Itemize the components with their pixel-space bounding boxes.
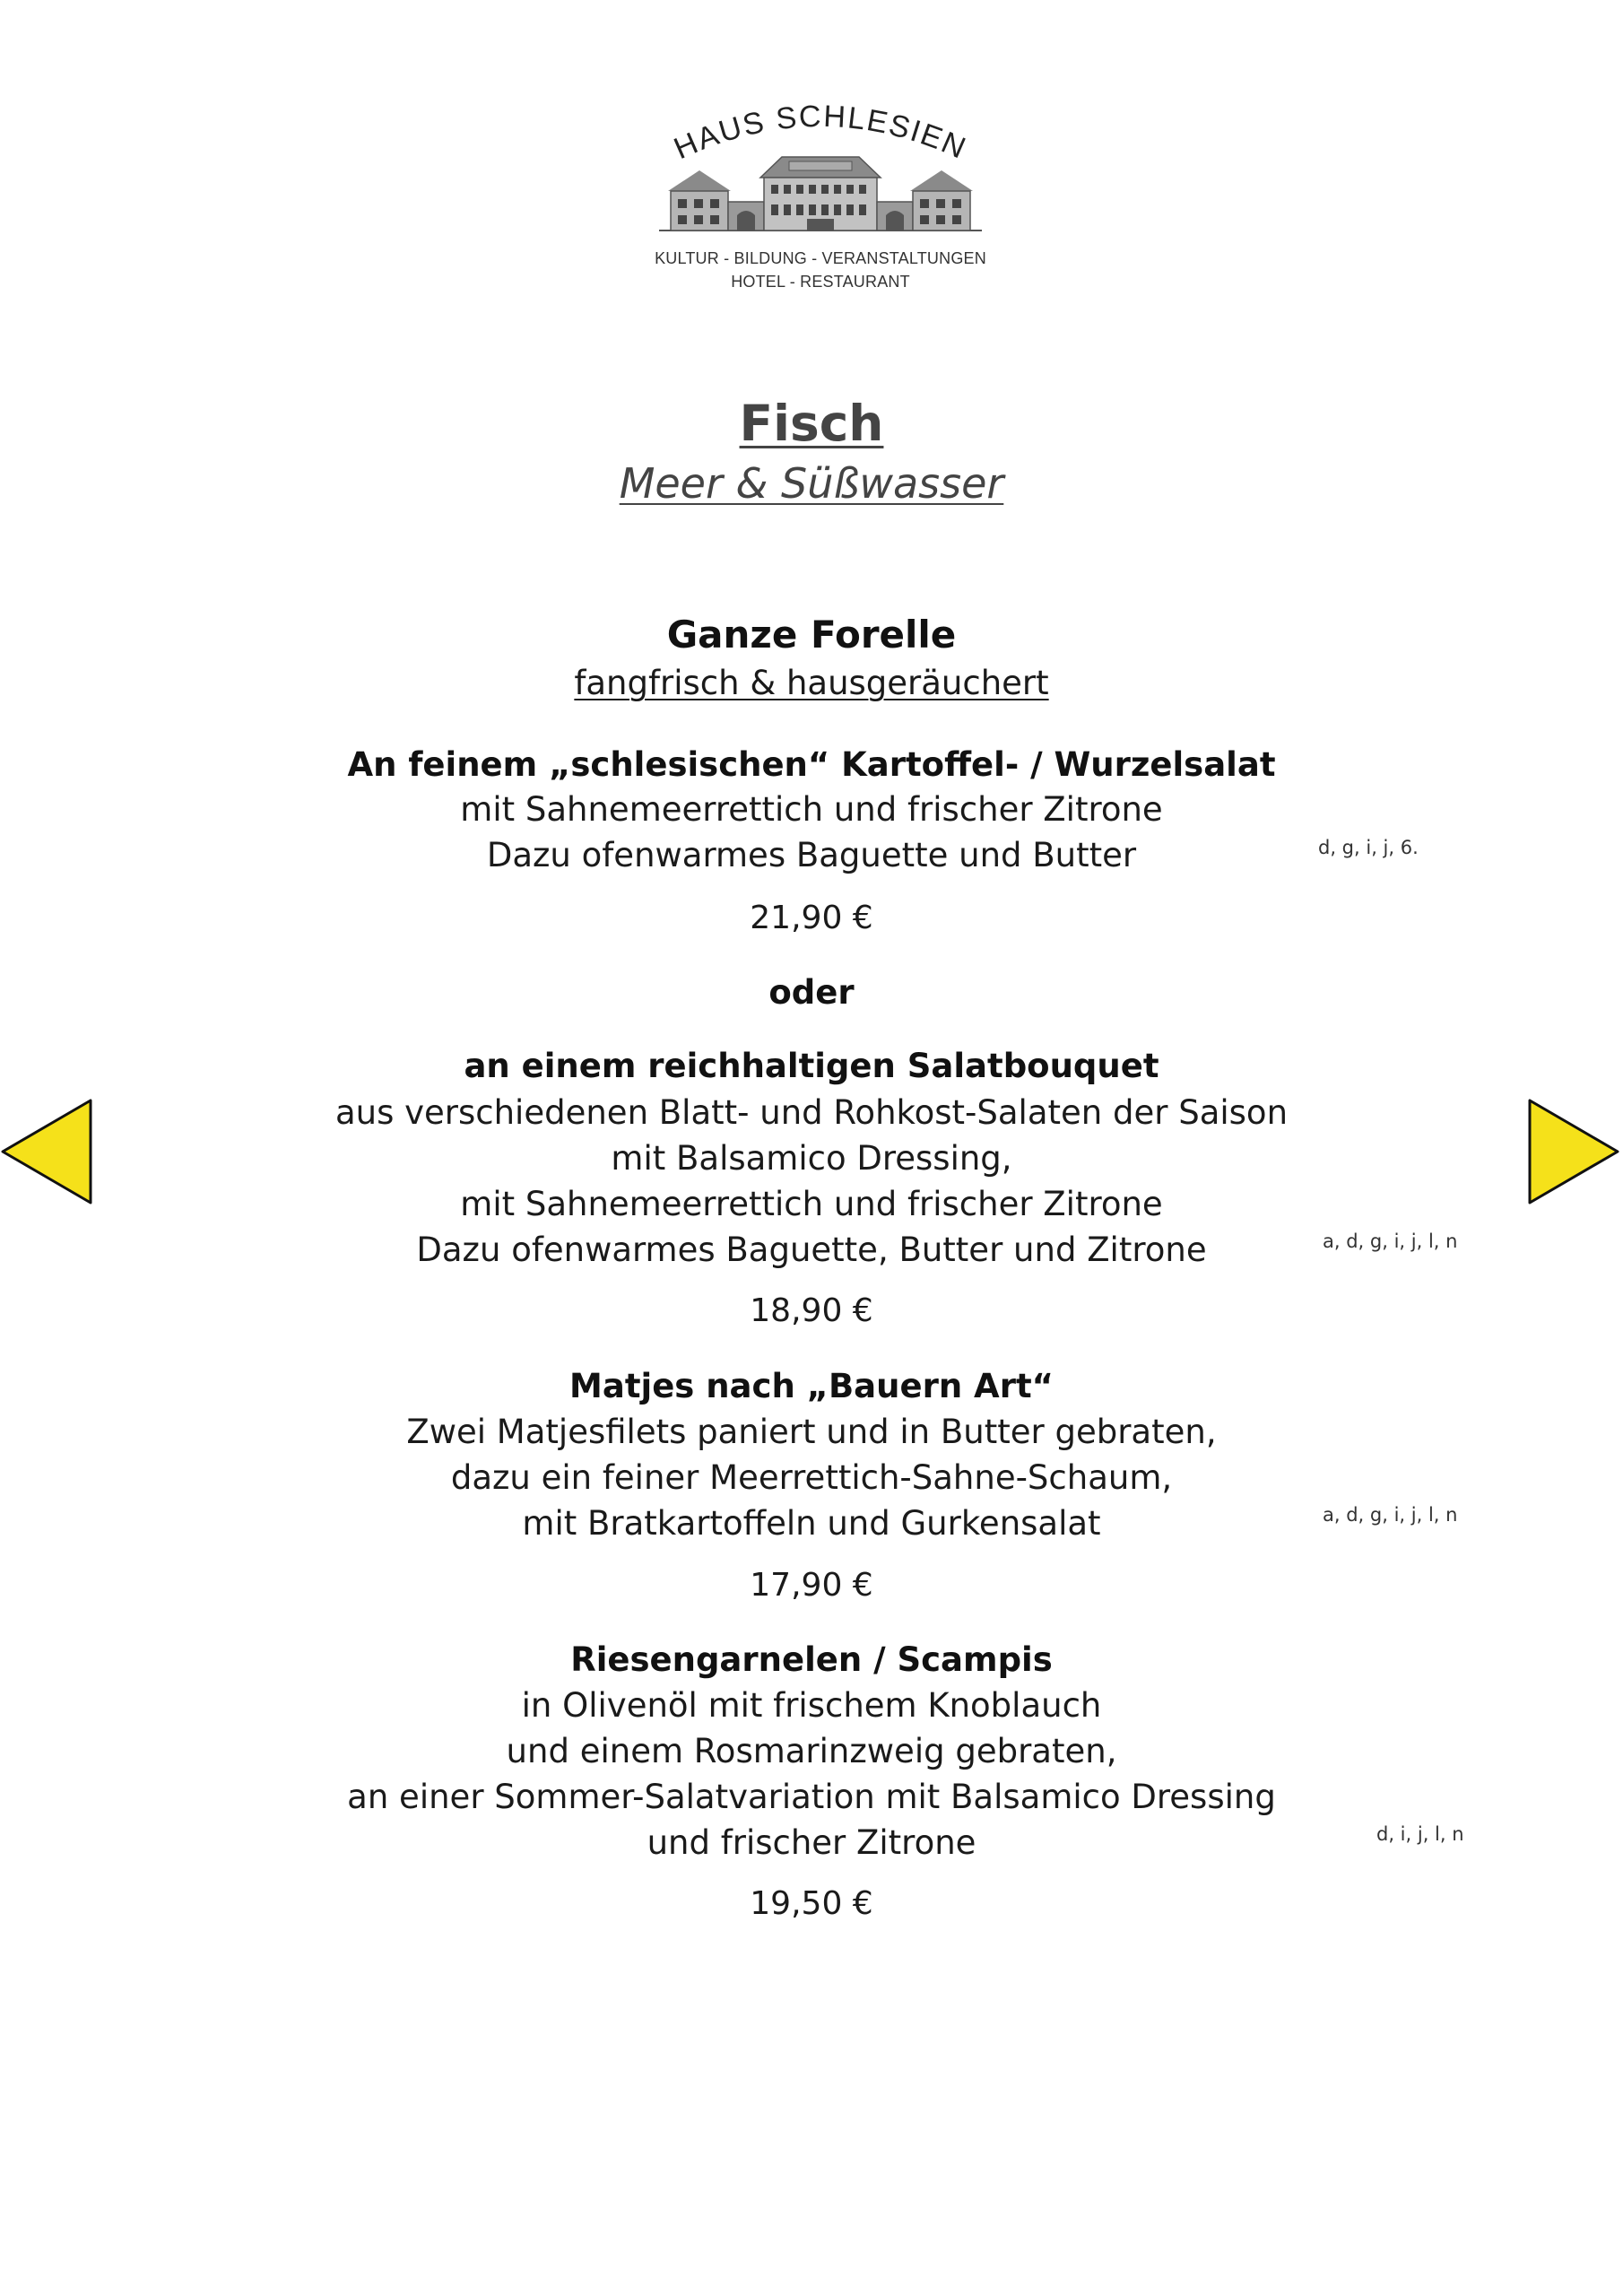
- allergen-codes: a, d, g, i, j, l, n: [1323, 1504, 1458, 1526]
- dish-title: Matjes nach „Bauern Art“: [569, 1367, 1054, 1405]
- dish-line: in Olivenöl mit frischem Knoblauch: [521, 1686, 1102, 1725]
- dish-line: und einem Rosmarinzweig gebraten,: [506, 1732, 1117, 1770]
- logo-tagline-1: KULTUR - BILDUNG - VERANSTALTUNGEN: [655, 249, 986, 267]
- dish-title: Ganze Forelle: [666, 613, 957, 657]
- allergen-codes: d, i, j, l, n: [1376, 1823, 1464, 1845]
- dish-line: mit Sahnemeerrettich und frischer Zitrone: [460, 1185, 1163, 1223]
- dish-line: mit Balsamico Dressing,: [611, 1139, 1012, 1178]
- haus-schlesien-logo: [655, 99, 986, 305]
- logo-building-icon: [655, 99, 986, 247]
- dish-variant-title: an einem reichhaltigen Salatbouquet: [464, 1047, 1159, 1085]
- dish-line: an einer Sommer-Salatvariation mit Balsamico Dressing: [347, 1778, 1276, 1816]
- allergen-codes: d, g, i, j, 6.: [1318, 837, 1419, 858]
- dish-subtitle: fangfrisch & hausgeräuchert: [574, 664, 1049, 702]
- dish-line: aus verschiedenen Blatt- und Rohkost-Salaten der Saison: [334, 1093, 1289, 1132]
- dish-price: 17,90 €: [750, 1567, 873, 1604]
- dish-line: Dazu ofenwarmes Baguette, Butter und Zitrone: [416, 1231, 1207, 1269]
- svg-text:HAUS SCHLESIEN: HAUS SCHLESIEN: [669, 99, 972, 167]
- dish-title: Riesengarnelen / Scampis: [570, 1640, 1053, 1679]
- dish-price: 19,50 €: [750, 1885, 873, 1922]
- logo-tagline-2: HOTEL - RESTAURANT: [731, 273, 910, 291]
- triangle-left-icon: [0, 1099, 93, 1205]
- triangle-right-icon: [1527, 1099, 1620, 1205]
- dish-price: 18,90 €: [750, 1292, 873, 1329]
- dish-variant-title: An feinem „schlesischen“ Kartoffel- / Wurzelsalat: [347, 745, 1276, 784]
- dish-line: dazu ein feiner Meerrettich-Sahne-Schaum,: [450, 1458, 1173, 1497]
- dish-line: mit Bratkartoffeln und Gurkensalat: [522, 1504, 1101, 1543]
- dish-line: Zwei Matjesfilets paniert und in Butter gebraten,: [406, 1413, 1217, 1451]
- dish-line: mit Sahnemeerrettich und frischer Zitrone: [460, 790, 1163, 829]
- next-page-button[interactable]: [1527, 1099, 1620, 1205]
- page-title: Fisch: [739, 395, 884, 452]
- connector-text: oder: [768, 973, 855, 1012]
- allergen-codes: a, d, g, i, j, l, n: [1323, 1231, 1458, 1252]
- dish-line: und frischer Zitrone: [647, 1823, 976, 1862]
- dish-price: 21,90 €: [750, 900, 873, 936]
- dish-line: Dazu ofenwarmes Baguette und Butter: [486, 836, 1137, 874]
- page-subtitle: Meer & Süßwasser: [619, 459, 1004, 508]
- previous-page-button[interactable]: [0, 1099, 93, 1205]
